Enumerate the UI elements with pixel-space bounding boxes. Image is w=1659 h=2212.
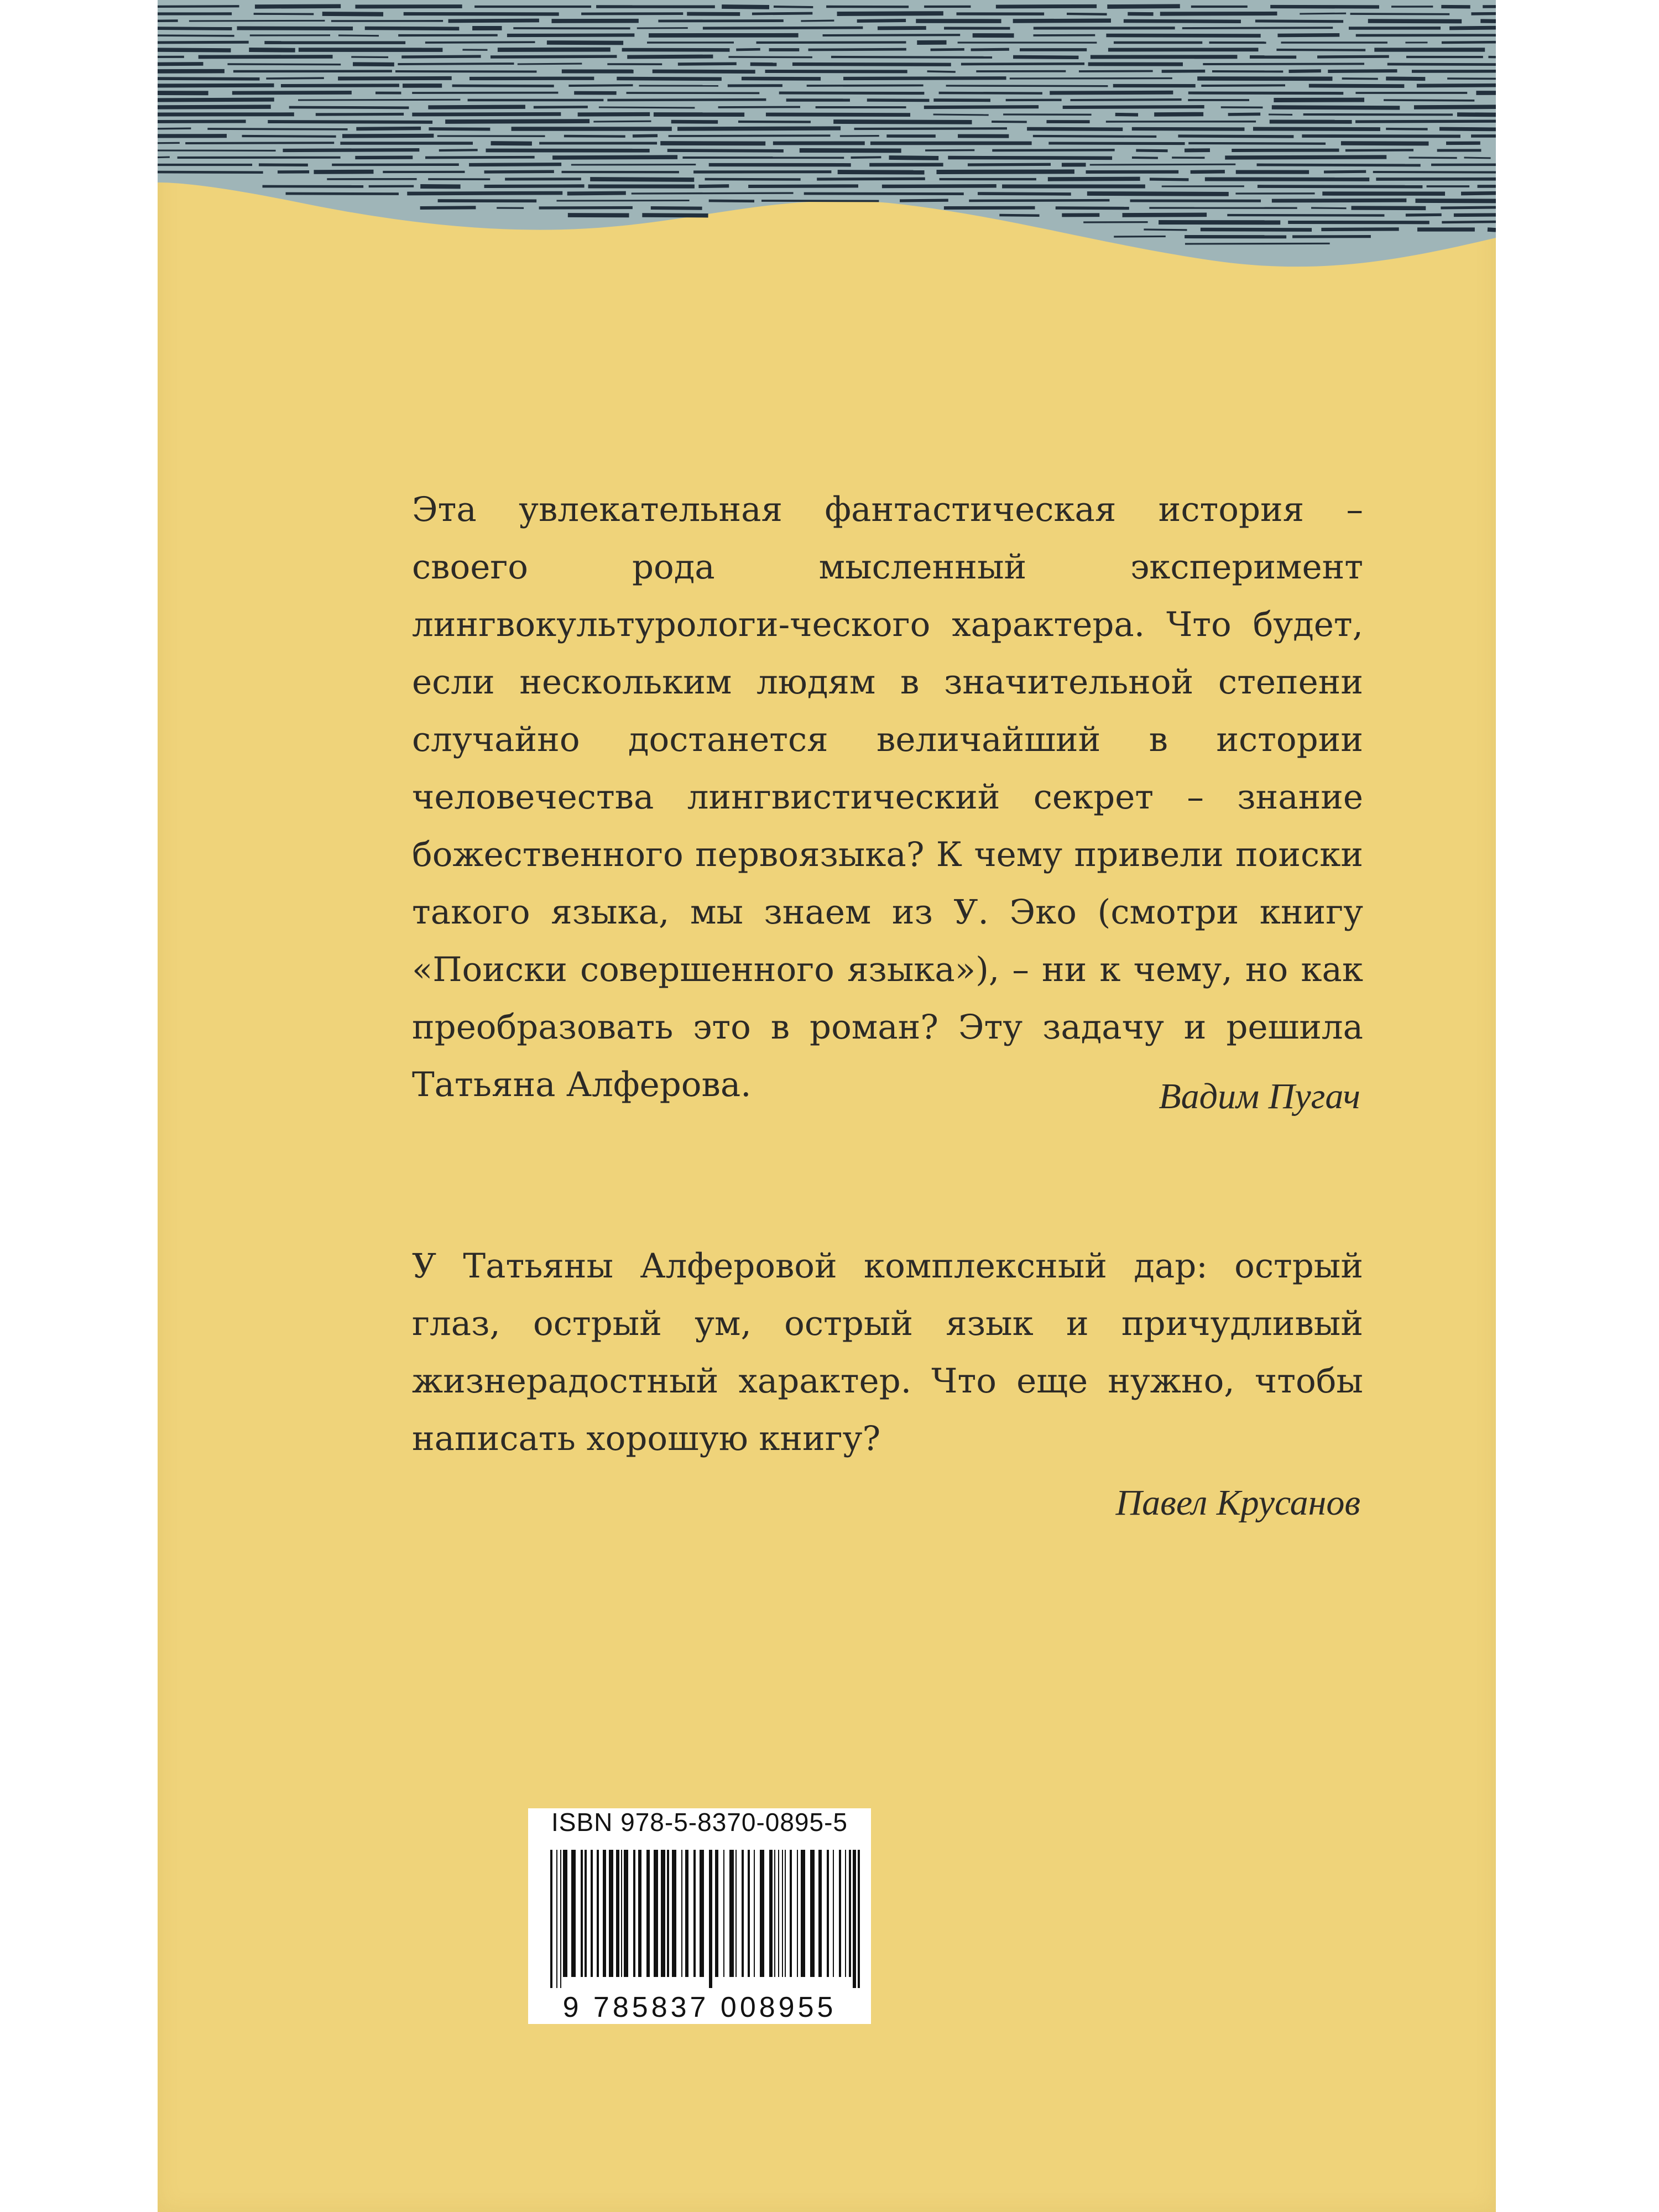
- barcode-bar: [563, 1850, 567, 1977]
- wave-line: [669, 135, 831, 136]
- wave-line: [867, 100, 930, 101]
- barcode-bar: [585, 1850, 587, 1977]
- wave-line: [971, 49, 1009, 50]
- barcode-bar: [853, 1850, 856, 1988]
- wave-line: [1201, 85, 1285, 86]
- quote-1-author: Вадим Пугач: [1159, 1076, 1360, 1117]
- wave-line: [933, 114, 989, 115]
- wave-line: [1272, 107, 1400, 108]
- wave-line: [1317, 56, 1389, 57]
- barcode-bar: [681, 1850, 682, 1977]
- wave-line: [766, 114, 910, 115]
- wave-line: [1417, 85, 1496, 86]
- barcode-bar: [778, 1850, 779, 1977]
- barcode-bar: [735, 1850, 737, 1977]
- wave-line: [843, 78, 1006, 79]
- wave-line: [1373, 172, 1496, 173]
- wave-line: [1442, 42, 1496, 43]
- wave-line: [189, 20, 325, 21]
- barcode-icon: [550, 1850, 860, 1988]
- barcode-bar: [646, 1850, 650, 1977]
- wave-line: [266, 78, 324, 79]
- wave-line: [927, 71, 956, 72]
- wave-line: [996, 6, 1097, 7]
- barcode-bar: [827, 1850, 829, 1977]
- wave-line: [242, 136, 336, 137]
- wave-line: [564, 136, 625, 137]
- barcode-bar: [581, 1850, 583, 1977]
- barcode-bar: [603, 1850, 606, 1977]
- wave-line: [401, 56, 481, 57]
- wave-line: [425, 157, 535, 158]
- barcode-bar: [810, 1850, 815, 1977]
- barcode-bar: [715, 1850, 718, 1977]
- wave-line: [227, 64, 341, 65]
- wave-line: [757, 42, 906, 43]
- isbn-label: ISBN 978-5-8370-0895-5: [551, 1808, 848, 1837]
- wave-line: [445, 121, 589, 122]
- wave-line: [365, 28, 460, 29]
- barcode-bar: [797, 1850, 798, 1977]
- barcode-bar: [672, 1850, 676, 1977]
- wave-line: [801, 20, 834, 21]
- wave-line: [158, 42, 249, 43]
- wave-line: [425, 42, 535, 43]
- wave-line: [351, 57, 388, 58]
- wave-line: [931, 49, 964, 50]
- barcode-bar: [709, 1850, 712, 1988]
- wave-line: [1227, 215, 1384, 216]
- barcode-bar: [661, 1850, 665, 1977]
- wave-line: [568, 85, 633, 86]
- barcode-bar: [591, 1850, 593, 1977]
- wave-line: [552, 157, 677, 158]
- barcode-digits: 9 785837 008955: [562, 1991, 837, 2023]
- barcode-bar: [597, 1850, 599, 1977]
- wave-line: [289, 107, 409, 108]
- wave-line: [1201, 229, 1312, 230]
- barcode-bar: [754, 1850, 755, 1977]
- wave-line: [1150, 179, 1189, 180]
- water-area: [158, 0, 1496, 267]
- barcode-bar: [849, 1850, 851, 1977]
- wave-line: [491, 56, 617, 57]
- wave-line: [1114, 236, 1166, 237]
- wave-line: [420, 207, 476, 208]
- wave-line: [232, 92, 352, 93]
- wave-line: [653, 71, 755, 72]
- barcode-bar: [833, 1850, 834, 1977]
- wave-line: [1178, 136, 1293, 137]
- barcode-bar: [685, 1850, 688, 1977]
- wave-line: [1013, 57, 1078, 58]
- barcode-bar: [839, 1850, 841, 1977]
- wave-line: [752, 13, 812, 14]
- wave-line: [448, 20, 539, 21]
- wave-line: [1048, 143, 1185, 144]
- wave-line: [158, 28, 232, 29]
- wave-line: [667, 150, 784, 151]
- wave-line: [792, 64, 951, 65]
- wave-line: [338, 78, 452, 79]
- barcode-bar: [616, 1850, 619, 1977]
- wave-line: [1050, 92, 1173, 93]
- wave-line: [1324, 171, 1366, 172]
- barcode-bar: [801, 1850, 805, 1977]
- wave-line: [1107, 6, 1180, 7]
- wave-line: [199, 56, 333, 57]
- wave-line: [255, 6, 341, 7]
- wave-line: [338, 35, 379, 36]
- wave-line: [1144, 229, 1187, 230]
- wave-line: [1191, 171, 1225, 172]
- barcode-bar: [818, 1850, 822, 1977]
- wave-line: [1488, 229, 1496, 230]
- wave-line: [1225, 157, 1386, 158]
- barcode-bar: [633, 1850, 635, 1977]
- wave-line: [567, 193, 626, 194]
- barcode-bar: [790, 1850, 792, 1977]
- wave-line: [999, 215, 1039, 216]
- wave-line: [356, 128, 421, 129]
- wave-line: [1341, 143, 1429, 144]
- wave-line: [854, 128, 1007, 129]
- barcode-bar: [782, 1850, 783, 1977]
- wave-line: [736, 49, 760, 50]
- wave-line: [677, 128, 841, 129]
- barcode-bar: [667, 1850, 669, 1977]
- barcode-bar: [748, 1850, 750, 1977]
- barcode-bar: [723, 1850, 724, 1977]
- wave-line: [237, 28, 353, 29]
- barcode-bar: [560, 1850, 561, 1988]
- wave-line: [158, 128, 191, 129]
- wave-line: [158, 35, 234, 36]
- wave-line: [1033, 136, 1156, 137]
- wave-line: [632, 193, 794, 194]
- wave-line: [469, 164, 561, 165]
- wave-line: [969, 200, 1109, 201]
- wave-line: [1106, 35, 1260, 36]
- barcode-bar: [556, 1850, 557, 1988]
- wave-line: [1160, 13, 1277, 14]
- wave-line: [1124, 21, 1241, 22]
- wave-line: [590, 179, 694, 180]
- wave-line: [158, 157, 170, 158]
- wave-line: [1188, 143, 1326, 144]
- barcode-bar: [785, 1850, 786, 1977]
- barcode-bar: [638, 1850, 641, 1977]
- wave-line: [1258, 186, 1422, 187]
- wave-line: [158, 85, 274, 86]
- wave-line: [1185, 243, 1330, 244]
- wave-line: [395, 71, 536, 72]
- wave-line: [968, 164, 1051, 165]
- barcode-bar: [654, 1850, 658, 1977]
- barcode-bar: [729, 1850, 734, 1977]
- barcode-bar: [621, 1850, 622, 1977]
- wave-line: [1115, 114, 1138, 115]
- quote-1-text: Эта увлекательная фантастическая история – своего рода мысленный эксперимент лингвокультурологи-ческого характера. Что будет, если нескольким людям в значительной степени случайно достанется величайший в истории человечества лингвистический секрет – знание божественного первоязыка? К чему привели поиски такого языка, мы знаем из У. Эко (смотри книгу «Поиски совершенного языка»), – ни к чему, но как преобразовать это в роман? Эту задачу и решила Татьяна Алферова.: [412, 490, 1363, 1104]
- wave-line: [837, 13, 943, 14]
- wave-line: [728, 57, 812, 58]
- barcode-bar: [624, 1850, 628, 1977]
- wave-line: [1090, 164, 1236, 165]
- barcode-bar: [760, 1850, 764, 1977]
- wave-line: [1387, 64, 1496, 65]
- wave-line: [936, 171, 1074, 172]
- wave-line: [491, 143, 532, 144]
- barcode-bar: [742, 1850, 744, 1977]
- wave-line: [1136, 150, 1167, 151]
- wave-line: [838, 172, 925, 173]
- wave-line: [158, 20, 178, 21]
- wave-line: [633, 135, 658, 136]
- barcode-bar: [700, 1850, 704, 1977]
- wave-line: [1368, 21, 1462, 22]
- wave-line: [599, 107, 695, 108]
- wave-line: [627, 56, 713, 57]
- barcode-bar: [858, 1850, 860, 1988]
- wave-line: [705, 179, 801, 180]
- wave-line: [158, 172, 263, 173]
- wave-line: [1300, 13, 1346, 14]
- wave-line: [831, 57, 992, 58]
- barcode-bar: [845, 1850, 846, 1977]
- wave-line: [807, 85, 924, 86]
- wave-line: [281, 85, 399, 86]
- wave-line: [851, 157, 881, 158]
- barcode-bar: [550, 1850, 552, 1988]
- barcode-bar: [609, 1850, 613, 1977]
- wave-line: [1384, 100, 1474, 101]
- wave-line: [1441, 207, 1496, 208]
- wave-line: [1355, 121, 1496, 122]
- quote-2-text: У Татьяны Алферовой комплексный дар: острый глаз, острый ум, острый язык и причудливый жизнерадостный характер. Что еще нужно, чтобы написать хорошую книгу?: [412, 1246, 1363, 1458]
- wave-line: [808, 49, 906, 50]
- water-illustration: [158, 0, 1496, 288]
- barcode-bar: [571, 1850, 576, 1977]
- wave-line: [900, 200, 948, 201]
- quote-2-author: Павел Крусанов: [1115, 1483, 1360, 1523]
- wave-line: [342, 135, 434, 136]
- wave-line: [407, 193, 562, 194]
- wave-line: [857, 20, 906, 21]
- wave-line: [1272, 200, 1407, 201]
- wave-line: [593, 121, 651, 122]
- wave-line: [1255, 21, 1343, 22]
- barcode-bar: [693, 1850, 696, 1977]
- wave-line: [642, 215, 708, 216]
- barcode-bar: [774, 1850, 775, 1977]
- wave-line: [1461, 193, 1496, 194]
- wave-line: [1013, 20, 1111, 21]
- wave-line: [484, 171, 554, 172]
- wave-line: [158, 6, 239, 7]
- barcode-bar: [769, 1850, 773, 1977]
